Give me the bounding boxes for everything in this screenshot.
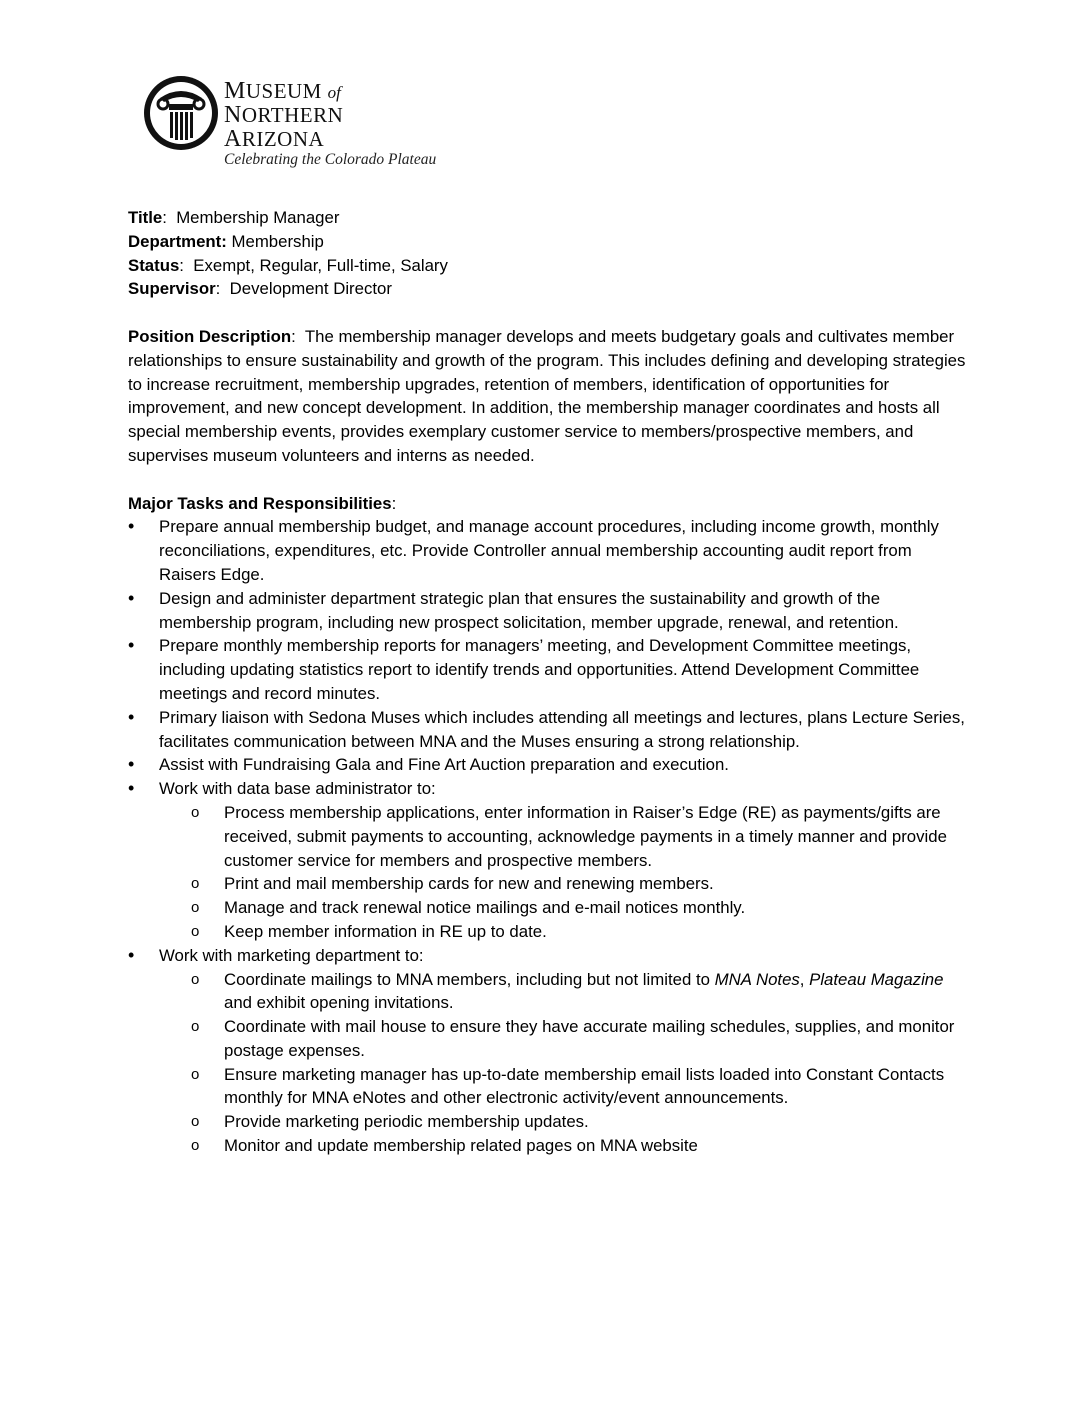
list-item: • Design and administer department strategic plan that ensures the sustainability and growth of the membership program, including new prospect solicitation, member upgrade, renewal, and retention. xyxy=(128,587,968,635)
sublist-item: o Keep member information in RE up to date. xyxy=(159,920,968,944)
meta-status: Status: Exempt, Regular, Full-time, Salary xyxy=(128,255,448,275)
job-description xyxy=(128,206,968,1158)
list-item-marketing xyxy=(128,944,968,1158)
list-item-database xyxy=(128,777,968,944)
marketing-sublist xyxy=(159,968,968,1158)
sublist-item: o Ensure marketing manager has up-to-date membership email lists loaded into Constant Contacts monthly for MNA eNotes and other electronic activity/event announcements. xyxy=(159,1063,968,1111)
list-item: • Primary liaison with Sedona Muses which includes attending all meetings and lectures, plans Lecture Series, facilitates communication between MNA and the Muses ensuring a strong relationship. xyxy=(128,706,968,754)
list-item: • Prepare monthly membership reports for managers’ meeting, and Development Committee meetings, including updating statistics report to identify trends and opportunities. Attend Development Committee meetings and record minutes. xyxy=(128,634,968,705)
museum-column-emblem-icon xyxy=(142,74,220,152)
list-item: • Assist with Fundraising Gala and Fine Art Auction preparation and execution. xyxy=(128,753,968,777)
tasks-list xyxy=(128,515,968,1158)
database-label: Work with data base administrator to: xyxy=(159,779,436,799)
sublist-item: o Print and mail membership cards for new and renewing members. xyxy=(159,872,968,896)
logo-line-northern: NORTHERN xyxy=(224,102,344,128)
sublist-item: o Process membership applications, enter information in Raiser’s Edge (RE) as payments/gifts are received, submit payments to accounting, acknowledge payments in a timely manner and provide customer service for members and prospective members. xyxy=(159,801,968,872)
position-description: Position Description: The membership manager develops and meets budgetary goals and cultivates member relationships to ensure sustainability and growth of the program. This includes defining and developing strategies to increase recruitment, membership upgrades, retention of members, identification of opportunities for improvement, and new concept development. In addition, the membership manager coordinates and hosts all special membership events, provides exemplary customer service to members/prospective members, and supervises museum volunteers and interns as needed. xyxy=(128,326,966,465)
tasks-heading: Major Tasks and Responsibilities: xyxy=(128,493,397,513)
meta-department: Department: Membership xyxy=(128,231,324,251)
sublist-item: o Coordinate mailings to MNA members, including but not limited to MNA Notes, Plateau Magazine and exhibit opening invitations. xyxy=(159,968,968,1016)
logo-line-arizona: ARIZONA xyxy=(224,126,325,152)
database-sublist xyxy=(159,801,968,944)
meta-supervisor: Supervisor: Development Director xyxy=(128,279,392,299)
logo-line-museum: MUSEUM of xyxy=(224,78,341,104)
logo-tagline: Celebrating the Colorado Plateau xyxy=(224,151,437,168)
marketing-label: Work with marketing department to: xyxy=(159,945,424,965)
meta-title: Title: Membership Manager xyxy=(128,208,340,227)
list-item: • Prepare annual membership budget, and manage account procedures, including income growth, monthly reconciliations, expenditures, etc. Provide Controller annual membership accounting audit report from Raisers Edge. xyxy=(128,515,968,586)
sublist-item: o Coordinate with mail house to ensure they have accurate mailing schedules, supplies, and monitor postage expenses. xyxy=(159,1015,968,1063)
sublist-item: o Provide marketing periodic membership updates. xyxy=(159,1110,968,1134)
museum-logo xyxy=(142,74,462,174)
sublist-item: o Manage and track renewal notice mailings and e-mail notices monthly. xyxy=(159,896,968,920)
sublist-item: o Monitor and update membership related pages on MNA website xyxy=(159,1134,968,1158)
